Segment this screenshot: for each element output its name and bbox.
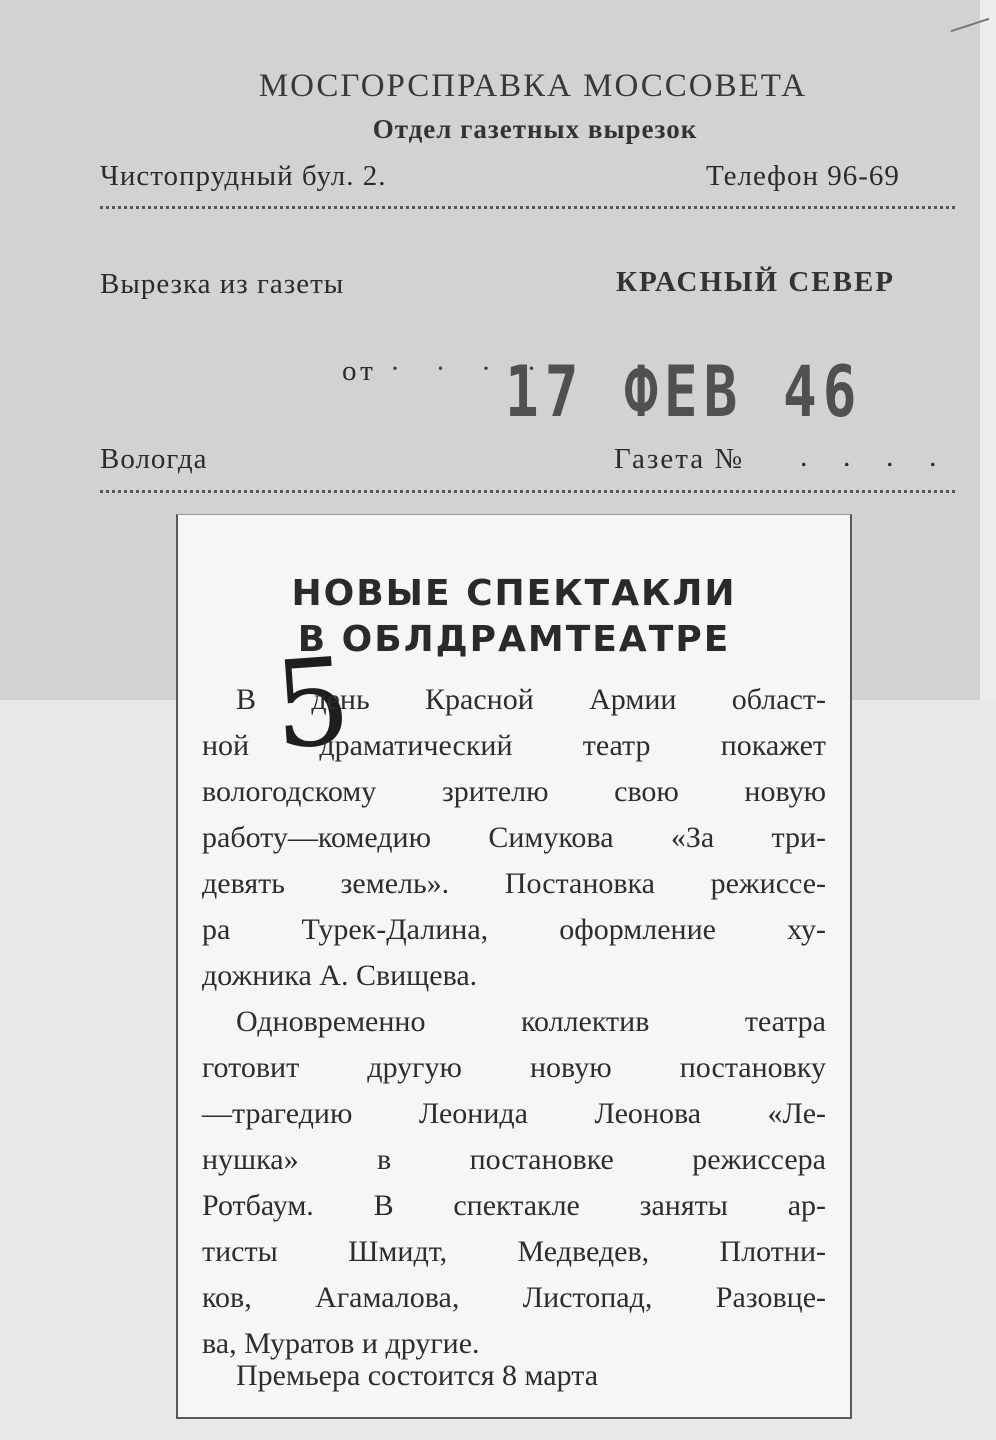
article-line: девять земель». Постановка режиссе- <box>202 867 826 900</box>
article-line: В день Красной Армии област- <box>236 683 826 716</box>
article-line: готовит другую новую постановку <box>202 1051 826 1084</box>
paper-number-label: Газета № <box>614 443 745 475</box>
city-name: Вологда <box>100 443 208 475</box>
article-title-line-2: В ОБЛДРАМТЕАТРЕ <box>297 619 731 660</box>
handwritten-number: 5 <box>269 632 356 777</box>
article-line: ва, Муратов и другие. <box>202 1327 480 1360</box>
cutting-label: Вырезка из газеты <box>100 268 345 300</box>
article-title-line-1: НОВЫЕ СПЕКТАКЛИ <box>291 573 737 614</box>
date-dots: · · · · <box>390 352 551 385</box>
newspaper-clipping <box>176 514 852 1419</box>
agency-phone: Телефон 96-69 <box>706 160 900 192</box>
article-line: Премьера состоится 8 марта <box>236 1359 599 1392</box>
article-line: тисты Шмидт, Медведев, Плотни- <box>202 1235 826 1268</box>
agency-address: Чистопрудный бул. 2. <box>100 160 387 192</box>
article-line: —трагедию Леонида Леонова «Ле- <box>202 1097 826 1130</box>
department-name: Отдел газетных вырезок <box>372 114 698 144</box>
article-line: ра Турек-Далина, оформление ху- <box>202 913 826 946</box>
form-divider <box>100 490 955 493</box>
newspaper-name: КРАСНЫЙ СЕВЕР <box>616 266 895 298</box>
article-line: вологодскому зрителю свою новую <box>202 775 826 808</box>
date-stamp: 17 ФЕВ 46 <box>505 352 863 434</box>
article-line: работу—комедию Симукова «За три- <box>202 821 826 854</box>
article-line: нушка» в постановке режиссера <box>202 1143 826 1176</box>
article-line: Ротбаум. В спектакле заняты ар- <box>202 1189 826 1222</box>
article-line: ков, Агамалова, Листопад, Разовце- <box>202 1281 826 1314</box>
paper-number-dots: . . . . <box>800 440 951 473</box>
article-line: дожника А. Свищева. <box>202 959 478 992</box>
header-divider <box>100 206 955 209</box>
date-label: от <box>342 355 377 387</box>
article-line: ной драматический театр покажет <box>202 729 826 762</box>
agency-title: МОСГОРСПРАВКА МОССОВЕТА <box>258 68 808 104</box>
article-line: Одновременно коллектив театра <box>236 1005 826 1038</box>
